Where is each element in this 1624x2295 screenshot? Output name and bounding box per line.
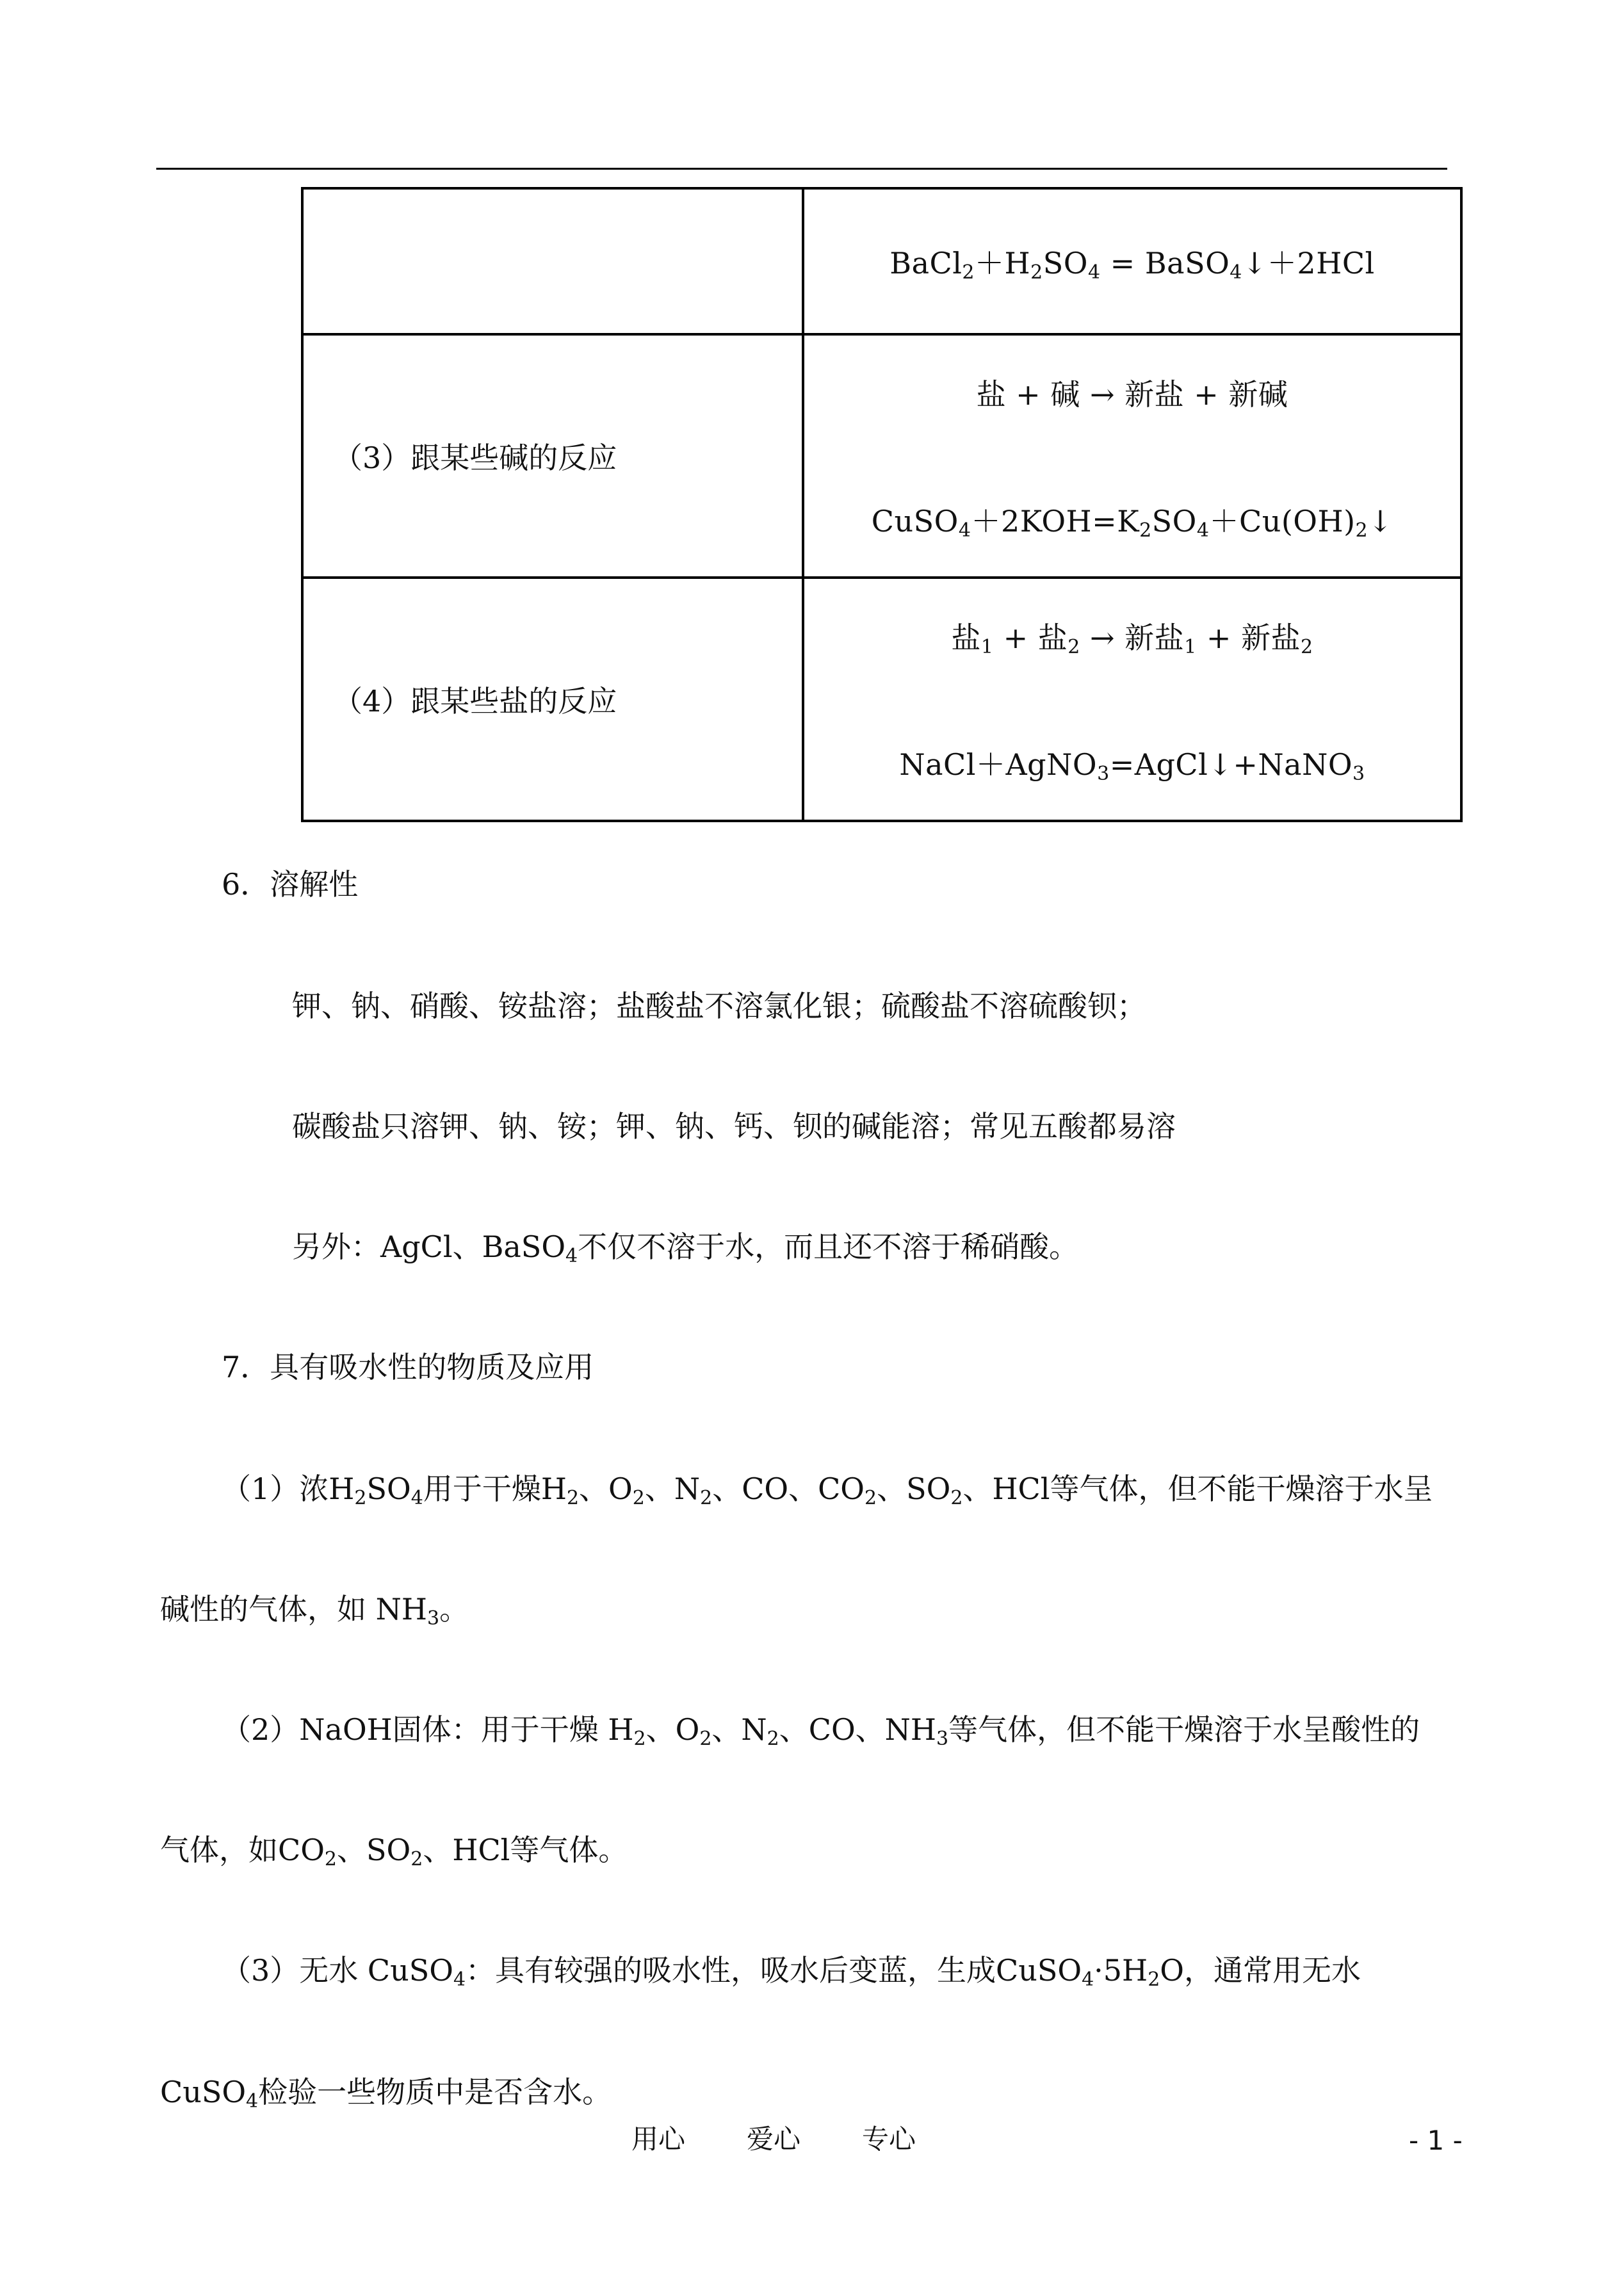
header-rule — [156, 168, 1447, 170]
row-label: （3）跟某些碱的反应 — [333, 441, 617, 475]
inline-text: 、HCl等气体，但不能干燥溶于水呈 — [962, 1472, 1433, 1506]
table-cell-label — [302, 188, 803, 334]
subscript-text: 2 — [767, 1728, 779, 1750]
table-cell-label — [302, 578, 803, 821]
subscript-text: 4 — [246, 2090, 259, 2113]
table-row — [302, 188, 1461, 334]
inline-text: CuSO — [160, 2075, 247, 2109]
inline-text: CuSO — [871, 504, 959, 539]
subscript-text: 4 — [1230, 261, 1242, 284]
inline-text: SO — [366, 1472, 411, 1506]
inline-text: 气体，如CO — [160, 1833, 325, 1867]
inline-text: 盐 + 碱 → 新盐 + 新碱 — [976, 377, 1288, 412]
footer-item: 爱心 — [747, 2123, 801, 2155]
section-heading-solubility — [222, 867, 359, 902]
inline-text: 、O — [579, 1472, 633, 1506]
inline-text: ·5H — [1094, 1953, 1148, 1988]
inline-text: + 新盐 — [1196, 620, 1301, 655]
subscript-text: 2 — [1355, 519, 1368, 542]
subscript-text: 2 — [632, 1487, 645, 1509]
subscript-text: 1 — [1184, 636, 1197, 658]
inline-text: =AgCl↓+NaNO — [1109, 747, 1353, 782]
subscript-text: 4 — [453, 1968, 466, 1991]
subscript-text: 3 — [936, 1728, 949, 1750]
table-row — [302, 578, 1461, 821]
subscript-text: 4 — [1196, 519, 1210, 542]
inline-text: 。 — [439, 1592, 469, 1626]
general-formula-line — [804, 371, 1460, 414]
subscript-text: 2 — [354, 1487, 367, 1509]
inline-text: ：具有较强的吸水性，吸水后变蓝，生成CuSO — [466, 1953, 1082, 1988]
inline-text: BaCl — [889, 246, 962, 280]
inline-text: 不仅不溶于水，而且还不溶于稀硝酸。 — [578, 1229, 1079, 1264]
body-paragraph — [160, 1592, 469, 1630]
inline-text: O，通常用无水 — [1160, 1953, 1361, 1988]
subscript-text: 2 — [699, 1728, 712, 1750]
footer-item: 专心 — [862, 2123, 916, 2155]
inline-text: 、SO — [877, 1472, 951, 1506]
inline-text: 、SO — [337, 1833, 411, 1867]
subscript-text: 2 — [566, 1487, 580, 1509]
body-paragraph — [292, 1229, 1079, 1267]
inline-text: + 盐 — [993, 620, 1068, 655]
inline-text: ↓ — [1368, 504, 1393, 539]
inline-text: ＋H — [975, 246, 1031, 280]
inline-text: ＋Cu(OH) — [1209, 504, 1356, 539]
inline-text: ＋2KOH=K — [971, 504, 1140, 539]
inline-text: 盐 — [951, 620, 981, 655]
subscript-text: 2 — [1148, 1968, 1160, 1991]
row-label: （4）跟某些盐的反应 — [333, 684, 617, 718]
inline-text: 、CO、NH — [779, 1712, 937, 1747]
inline-text: SO — [1043, 246, 1088, 280]
inline-text: 碳酸盐只溶钾、钠、铵；钾、钠、钙、钡的碱能溶；常见五酸都易溶 — [292, 1109, 1176, 1144]
subscript-text: 2 — [962, 261, 975, 284]
inline-text: = BaSO — [1100, 246, 1230, 280]
inline-text: 钾、钠、硝酸、铵盐溶；盐酸盐不溶氯化银；硫酸盐不溶硫酸钡； — [292, 989, 1146, 1023]
inline-text: NaCl＋AgNO — [899, 747, 1098, 782]
subscript-text: 2 — [1068, 636, 1080, 658]
body-paragraph — [222, 1472, 1433, 1509]
body-paragraph — [222, 1953, 1361, 1991]
reaction-table — [301, 187, 1463, 822]
subscript-text: 2 — [1301, 636, 1313, 658]
subscript-text: 3 — [1097, 763, 1110, 785]
subscript-text: 2 — [1030, 261, 1043, 284]
subscript-text: 4 — [1087, 261, 1101, 284]
inline-text: 、HCl等气体。 — [423, 1833, 628, 1867]
table-cell-label — [302, 334, 803, 578]
inline-text: 检验一些物质中是否含水。 — [258, 2075, 612, 2109]
subscript-text: 4 — [958, 519, 971, 542]
section-heading-desiccants — [222, 1352, 594, 1382]
inline-text: （1）浓H — [222, 1472, 355, 1506]
table-cell-equation — [803, 334, 1461, 578]
body-paragraph — [222, 1712, 1420, 1750]
subscript-text: 3 — [427, 1607, 440, 1630]
inline-text: （3）无水 CuSO — [222, 1953, 453, 1988]
subscript-text: 3 — [1352, 763, 1365, 785]
footer-item: 用心 — [631, 2123, 686, 2155]
subscript-text: 2 — [1139, 519, 1152, 542]
subscript-text: 1 — [980, 636, 994, 658]
inline-text: 6．溶解性 — [222, 867, 359, 902]
inline-text: 7．具有吸水性的物质及应用 — [222, 1350, 594, 1384]
subscript-text: 2 — [633, 1728, 646, 1750]
inline-text: 等气体，但不能干燥溶于水呈酸性的 — [948, 1712, 1420, 1747]
table-cell-equation — [803, 188, 1461, 334]
page-number: - 1 - — [1409, 2125, 1463, 2156]
inline-text: SO — [1151, 504, 1197, 539]
body-paragraph — [160, 1833, 628, 1870]
equation-line — [804, 498, 1460, 540]
inline-text: 另外：AgCl、BaSO — [292, 1229, 566, 1264]
subscript-text: 2 — [324, 1848, 337, 1870]
table-cell-equation — [803, 578, 1461, 821]
inline-text: 用于干燥H — [423, 1472, 567, 1506]
equation-line — [804, 240, 1460, 282]
subscript-text: 2 — [410, 1848, 423, 1870]
inline-text: （2）NaOH固体：用于干燥 H — [222, 1712, 634, 1747]
equation-line — [804, 742, 1460, 784]
subscript-text: 2 — [950, 1487, 963, 1509]
subscript-text: 2 — [700, 1487, 713, 1509]
inline-text: → 新盐 — [1080, 620, 1185, 655]
subscript-text: 4 — [410, 1487, 423, 1509]
inline-text: ↓＋2HCl — [1242, 246, 1375, 280]
table-row — [302, 334, 1461, 578]
inline-text: 、N — [644, 1472, 701, 1506]
general-formula-line — [804, 615, 1460, 657]
subscript-text: 2 — [865, 1487, 877, 1509]
inline-text: 碱性的气体，如 NH — [160, 1592, 427, 1626]
subscript-text: 4 — [1082, 1968, 1094, 1991]
inline-text: 、N — [711, 1712, 767, 1747]
inline-text: 、CO、CO — [712, 1472, 865, 1506]
subscript-text: 4 — [565, 1245, 578, 1267]
body-paragraph — [160, 2075, 612, 2113]
inline-text: 、O — [646, 1712, 700, 1747]
body-paragraph — [292, 1109, 1176, 1144]
body-paragraph — [292, 991, 1146, 1021]
